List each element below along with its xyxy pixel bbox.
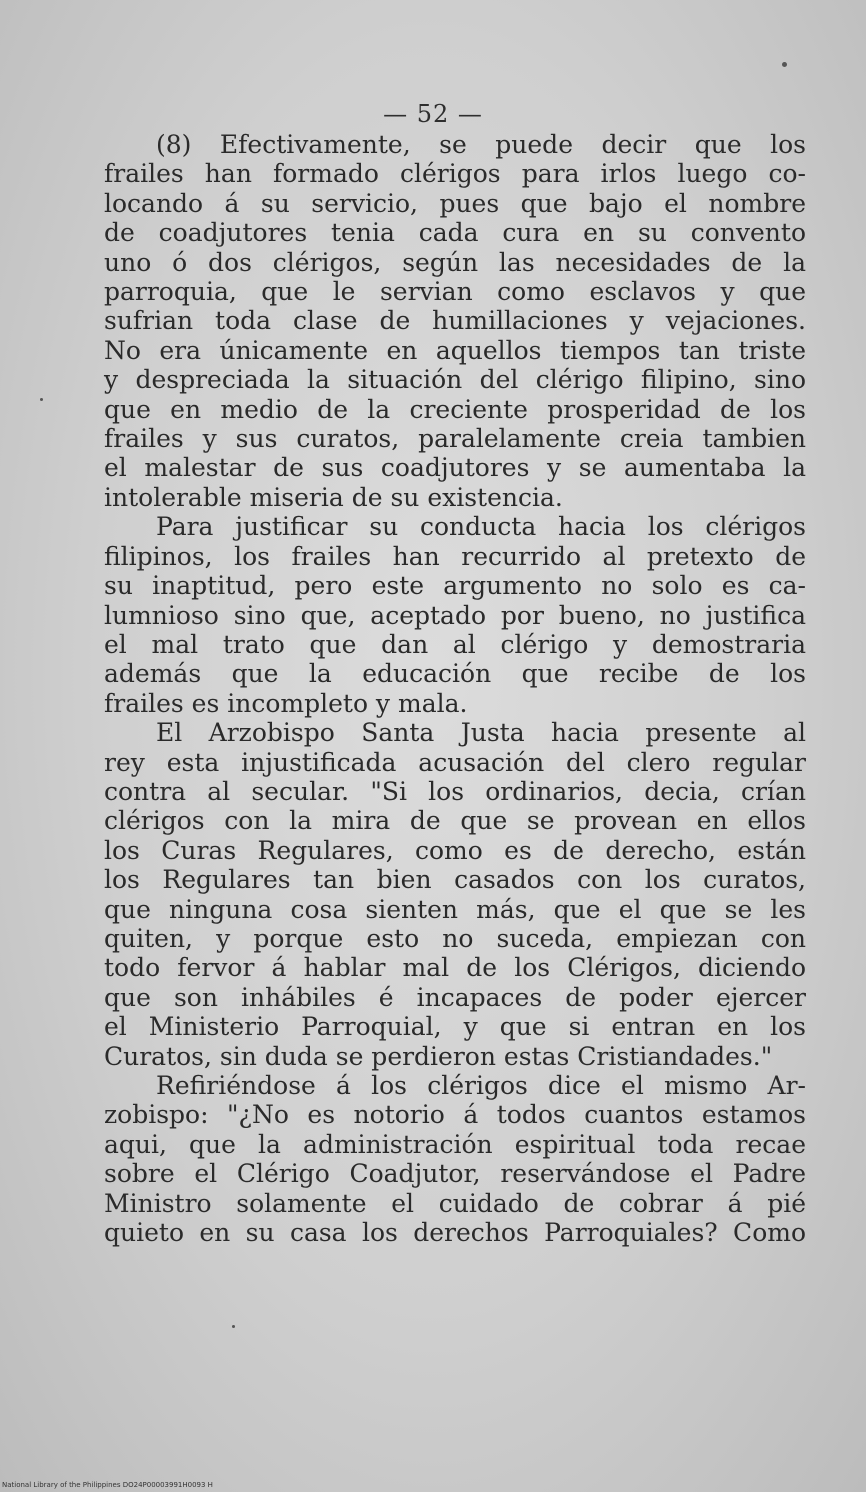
text-line: (8) Efectivamente, se puede decir que los <box>156 130 806 159</box>
text-line: No era únicamente en aquellos tiempos tan triste <box>104 335 806 365</box>
ink-speck <box>232 1325 235 1328</box>
text-line: Curatos, sin duda se perdieron estas Cristiandades." <box>104 1041 773 1071</box>
page-number: — 52 — <box>383 100 483 128</box>
paragraph-note-8 <box>104 130 806 512</box>
text-line: clérigos con la mira de que se provean en ellos <box>104 806 806 836</box>
ink-speck <box>782 62 787 67</box>
text-line: quiten, y porque esto no suceda, empiezan con <box>104 923 806 953</box>
text-line: lumnioso sino que, aceptado por bueno, no justifica <box>104 600 806 630</box>
text-line: y despreciada la situación del clérigo filipino, sino <box>104 365 806 395</box>
text-line: sufrian toda clase de humillaciones y vejaciones. <box>104 306 806 336</box>
text-line: contra al secular. "Si los ordinarios, decia, crían <box>104 776 806 806</box>
paragraph-refiriendose <box>104 1071 806 1247</box>
ink-speck <box>40 398 43 401</box>
text-line: su inaptitud, pero este argumento no solo es ca- <box>104 571 806 601</box>
text-line: además que la educación que recibe de los <box>104 659 806 689</box>
text-line: que ninguna cosa sienten más, que el que se les <box>104 894 806 924</box>
text-line: sobre el Clérigo Coadjutor, reservándose el Padre <box>104 1159 806 1189</box>
text-line: que en medio de la creciente prosperidad de los <box>104 394 806 424</box>
text-line: de coadjutores tenia cada cura en su convento <box>104 218 806 248</box>
text-line: Refiriéndose á los clérigos dice el mismo Ar- <box>156 1071 806 1100</box>
text-line: locando á su servicio, pues que bajo el nombre <box>104 188 806 218</box>
body-text <box>104 130 806 1247</box>
text-line: aqui, que la administración espiritual toda recae <box>104 1129 806 1159</box>
text-line: frailes es incompleto y mala. <box>104 688 468 718</box>
text-line: todo fervor á hablar mal de los Clérigos, diciendo <box>104 953 806 983</box>
text-line: frailes y sus curatos, paralelamente creia tambien <box>104 424 806 454</box>
text-line: los Regulares tan bien casados con los curatos, <box>104 865 806 895</box>
text-line: rey esta injustificada acusación del clero regular <box>104 747 806 777</box>
text-line: zobispo: "¿No es notorio á todos cuantos estamos <box>104 1100 806 1130</box>
text-line: el malestar de sus coadjutores y se aumentaba la <box>104 453 806 483</box>
library-footer: National Library of the Philippines DO24P00003991H0093 H <box>2 1481 213 1489</box>
text-line: el mal trato que dan al clérigo y demostraria <box>104 629 806 659</box>
text-line: Para justificar su conducta hacia los clérigos <box>156 512 806 542</box>
text-line: los Curas Regulares, como es de derecho, están <box>104 835 806 865</box>
text-line: El Arzobispo Santa Justa hacia presente al <box>156 718 806 748</box>
text-line: filipinos, los frailes han recurrido al pretexto de <box>104 541 806 571</box>
text-line: parroquia, que le servian como esclavos y que <box>104 277 806 307</box>
text-line: que son inhábiles é incapaces de poder ejercer <box>104 982 806 1012</box>
text-line: el Ministerio Parroquial, y que si entran en los <box>104 1012 806 1042</box>
text-line: Ministro solamente el cuidado de cobrar á pié <box>104 1188 806 1218</box>
paragraph-arzobispo <box>104 718 806 1071</box>
text-line: intolerable miseria de su existencia. <box>104 482 563 512</box>
text-line: uno ó dos clérigos, según las necesidades de la <box>104 247 806 277</box>
paragraph-justificar <box>104 512 806 718</box>
text-line: quieto en su casa los derechos Parroquiales? Como <box>104 1218 806 1248</box>
text-line: frailes han formado clérigos para irlos luego co- <box>104 159 806 189</box>
